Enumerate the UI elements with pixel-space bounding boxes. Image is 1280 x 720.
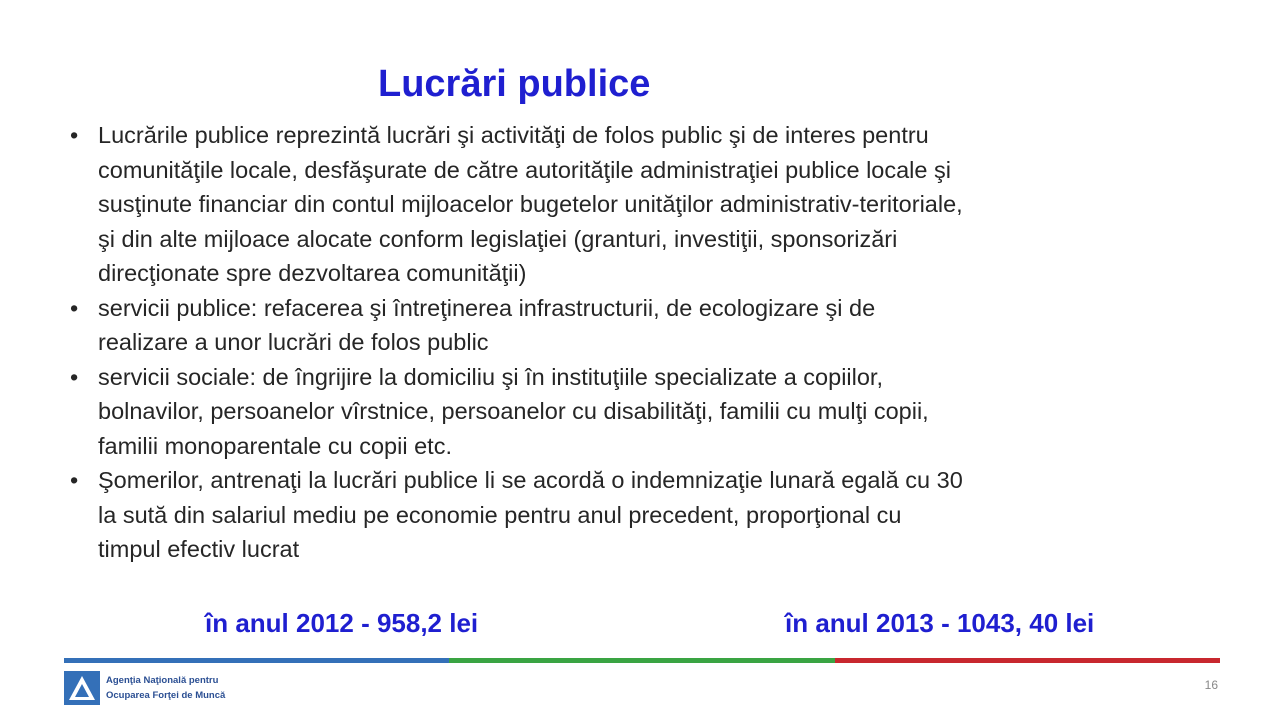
divider-segment-red — [835, 658, 1220, 663]
bullet-text: comunităţile locale, desfăşurate de către autorităţile administraţiei publice locale şi — [98, 156, 951, 183]
slide-title: Lucrări publice — [378, 63, 651, 105]
bullet-text: Şomerilor, antrenaţi la lucrări publice li se acordă o indemnizaţie lunară egală cu 30 — [98, 467, 963, 493]
bullet-text: şi din alte mijloace alocate conform legislaţiei (granturi, investiţii, sponsorizări — [98, 225, 898, 252]
bullet-marker: • — [70, 122, 79, 148]
anofm-logo-icon — [64, 671, 100, 705]
bullet-text: refacerea şi întreţinerea infrastructurii, de ecologizare şi de — [257, 294, 876, 321]
agency-name-line1: Agenţia Naţională pentru — [106, 675, 219, 686]
bullet-text: la sută din salariul mediu pe economie pentru anul precedent, proporţional cu — [98, 501, 902, 528]
figure-2012: în anul 2012 - 958,2 lei — [205, 608, 479, 638]
bullet-text: susţinute financiar din contul mijloacelor bugetelor unităţilor administrativ-teritoriale, — [98, 191, 963, 217]
bullet-text: bolnavilor, persoanelor vîrstnice, persoanelor cu disabilităţi, familii cu mulţi copii, — [98, 398, 929, 424]
divider-segment-blue — [64, 658, 449, 663]
bullet-text: : de îngrijire la domiciliu şi în instituţiile specializate a copiilor, — [249, 363, 883, 390]
agency-name — [106, 673, 225, 703]
bullet-marker: • — [70, 363, 79, 390]
bullet-text: familii monoparentale cu copii etc. — [98, 432, 452, 459]
page-number: 16 — [1204, 678, 1218, 692]
bullet-lead: servicii sociale — [98, 363, 250, 390]
bullet-lead: Lucrările publice — [98, 122, 270, 148]
bullet-item-unemployed — [70, 463, 1220, 567]
bullet-item-public-works — [70, 118, 1220, 291]
footer-divider — [64, 658, 1220, 663]
bullet-text: timpul efectiv lucrat — [98, 536, 300, 562]
bullet-marker: • — [70, 467, 79, 493]
figure-2013: în anul 2013 - 1043, 40 lei — [785, 608, 1095, 638]
agency-logo — [64, 670, 225, 706]
agency-name-line2: Ocuparea Forţei de Muncă — [106, 690, 226, 701]
bullet-marker: • — [70, 294, 79, 321]
bullet-item-social-services — [70, 360, 1220, 464]
divider-segment-green — [449, 658, 834, 663]
bullet-item-public-services — [70, 291, 1220, 360]
bullet-text: realizare a unor lucrări de folos public — [98, 329, 489, 355]
bullet-text: direcţionate spre dezvoltarea comunităţii) — [98, 260, 527, 286]
bullet-text: reprezintă lucrări şi activităţi de folos public şi de interes pentru — [269, 122, 929, 148]
bullet-list — [70, 118, 1220, 567]
bullet-lead: servicii publice: — [98, 294, 258, 321]
